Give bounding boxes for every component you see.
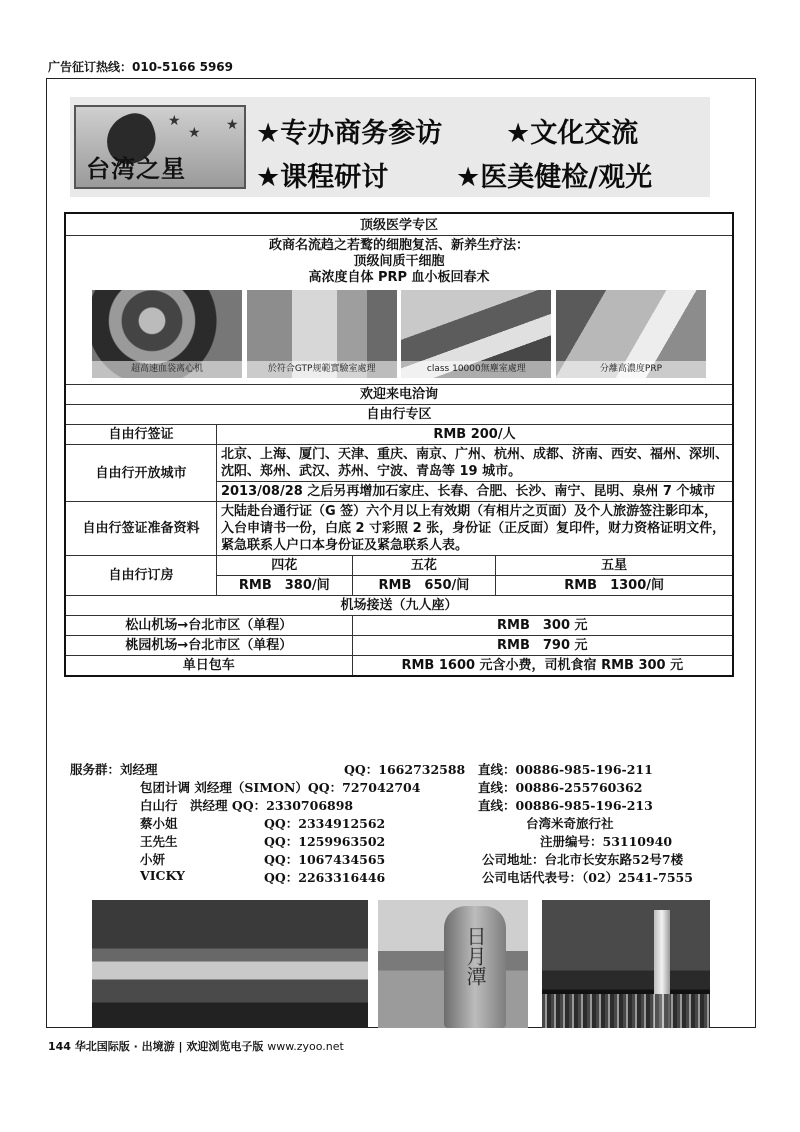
registration-number: 注册编号：53110940	[540, 834, 673, 849]
docs-text: 大陆赴台通行证（G 签）六个月以上有效期（有相片之页面）及个人旅游签注影印本，入台申请书一份，白底 2 寸彩照 2 张，身份证（正反面）复印件，财力资格证明文件，紧急联系人户口本身份证及紧急联系人表。	[216, 502, 733, 556]
stone-monument	[444, 906, 506, 1028]
contact-info	[70, 760, 750, 888]
direct-line: 直线：00886-985-196-211	[478, 762, 653, 777]
medical-subtitle: 高浓度自体 PRP 血小板回春术	[308, 270, 490, 285]
airport-price: RMB 790 元	[352, 636, 733, 656]
direct-line: 直线：00886-985-196-213	[478, 798, 653, 813]
city-lights	[542, 994, 710, 1028]
docs-label: 自由行签证准备资料	[65, 502, 216, 556]
consult-text: 欢迎来电洽询	[65, 385, 733, 405]
free-travel-title: 自由行专区	[65, 405, 733, 425]
star-icon: ★	[188, 125, 201, 141]
sun-moon-lake-photo	[378, 900, 528, 1028]
hotel-header: 四花	[216, 556, 352, 576]
medical-title: 顶级医学专区	[65, 213, 733, 236]
ad-hotline: 广告征订热线：010-5166 5969	[48, 60, 234, 74]
qq-number: QQ：1259963502	[264, 834, 386, 849]
baishan-contact: 白山行 洪经理 QQ：2330706898	[140, 798, 354, 813]
banner	[70, 97, 710, 197]
cities-added: 2013/08/28 之后另再增加石家庄、长春、合肥、长沙、南宁、昆明、泉州 7 个城市	[216, 482, 733, 502]
medical-subtitle: 政商名流趋之若鹜的细胞复活、新养生疗法：	[268, 238, 529, 253]
qq-number: QQ：2263316446	[264, 870, 386, 885]
cities-list: 北京、上海、厦门、天津、重庆、南京、广州、杭州、成都、济南、西安、福州、深圳、沈阳、郑州、武汉、苏州、宁波、青岛等 19 城市。	[216, 445, 733, 482]
lab-photo: 於符合GTP规範實驗室處理	[247, 290, 397, 378]
airport-route: 松山机场→台北市区（单程）	[65, 616, 352, 636]
contact-name: 蔡小姐	[140, 816, 178, 831]
centrifuge-photo: 超高速血袋离心机	[92, 290, 242, 378]
page-footer	[48, 1038, 344, 1054]
qq-number: QQ：1662732588	[344, 762, 466, 777]
logo-text: 台湾之星	[86, 154, 186, 183]
stone-text: 日月潭	[463, 926, 487, 986]
company-address: 公司地址：台北市长安东路52号7楼	[482, 852, 684, 867]
slogan-culture: ★文化交流	[506, 118, 639, 149]
airport-price: RMB 300 元	[352, 616, 733, 636]
services-table	[64, 212, 734, 677]
hotel-price: RMB 380/间	[216, 576, 352, 596]
agency-name: 台湾米奇旅行社	[526, 816, 614, 831]
hotel-label: 自由行订房	[65, 556, 216, 596]
qq-number: QQ：1067434565	[264, 852, 386, 867]
contact-name: 小妍	[140, 852, 166, 867]
hotel-price: RMB 1300/间	[496, 576, 733, 596]
visa-price: RMB 200/人	[216, 425, 733, 445]
slogan-medical: ★医美健检/观光	[456, 162, 653, 193]
website-link[interactable]: www.zyoo.net	[267, 1040, 344, 1053]
hotel-header: 五星	[496, 556, 733, 576]
welcome-text: 欢迎浏览电子版	[186, 1040, 264, 1053]
hotel-price: RMB 650/间	[352, 576, 496, 596]
taipei-101-photo	[542, 900, 710, 1028]
cities-label: 自由行开放城市	[65, 445, 216, 502]
palace-museum-photo	[92, 900, 368, 1028]
prp-photo: 分離高濃度PRP	[556, 290, 706, 378]
hotel-header: 五花	[352, 556, 496, 576]
airport-route: 桃园机场→台北市区（单程）	[65, 636, 352, 656]
medical-subtitle: 顶级间质干细胞	[353, 254, 445, 269]
slogan-business: ★专办商务参访	[256, 118, 443, 149]
direct-line: 直线：00886-255760362	[478, 780, 643, 795]
edition-label: 华北国际版 · 出境游	[74, 1040, 175, 1053]
airport-route: 单日包车	[65, 656, 352, 677]
group-tour-contact: 包团计调 刘经理（SIMON）QQ：727042704	[140, 780, 421, 795]
star-icon: ★	[226, 117, 239, 133]
medical-section	[65, 236, 733, 385]
medical-photos	[66, 286, 732, 382]
qq-number: QQ：2334912562	[264, 816, 386, 831]
contact-name: 王先生	[140, 834, 178, 849]
star-icon: ★	[168, 113, 181, 129]
taiwan-star-logo	[74, 105, 246, 189]
airport-title: 机场接送（九人座）	[65, 596, 733, 616]
contact-name: VICKY	[140, 868, 185, 883]
slogan-courses: ★课程研讨	[256, 162, 389, 193]
separator: |	[178, 1040, 183, 1053]
service-group-manager: 服务群：刘经理	[70, 762, 158, 777]
page-number: 144	[48, 1040, 71, 1053]
company-phone: 公司电话代表号：（02）2541-7555	[482, 870, 693, 885]
cleanroom-photo: class 10000無塵室處理	[401, 290, 551, 378]
airport-price: RMB 1600 元含小费，司机食宿 RMB 300 元	[352, 656, 733, 677]
visa-label: 自由行签证	[65, 425, 216, 445]
